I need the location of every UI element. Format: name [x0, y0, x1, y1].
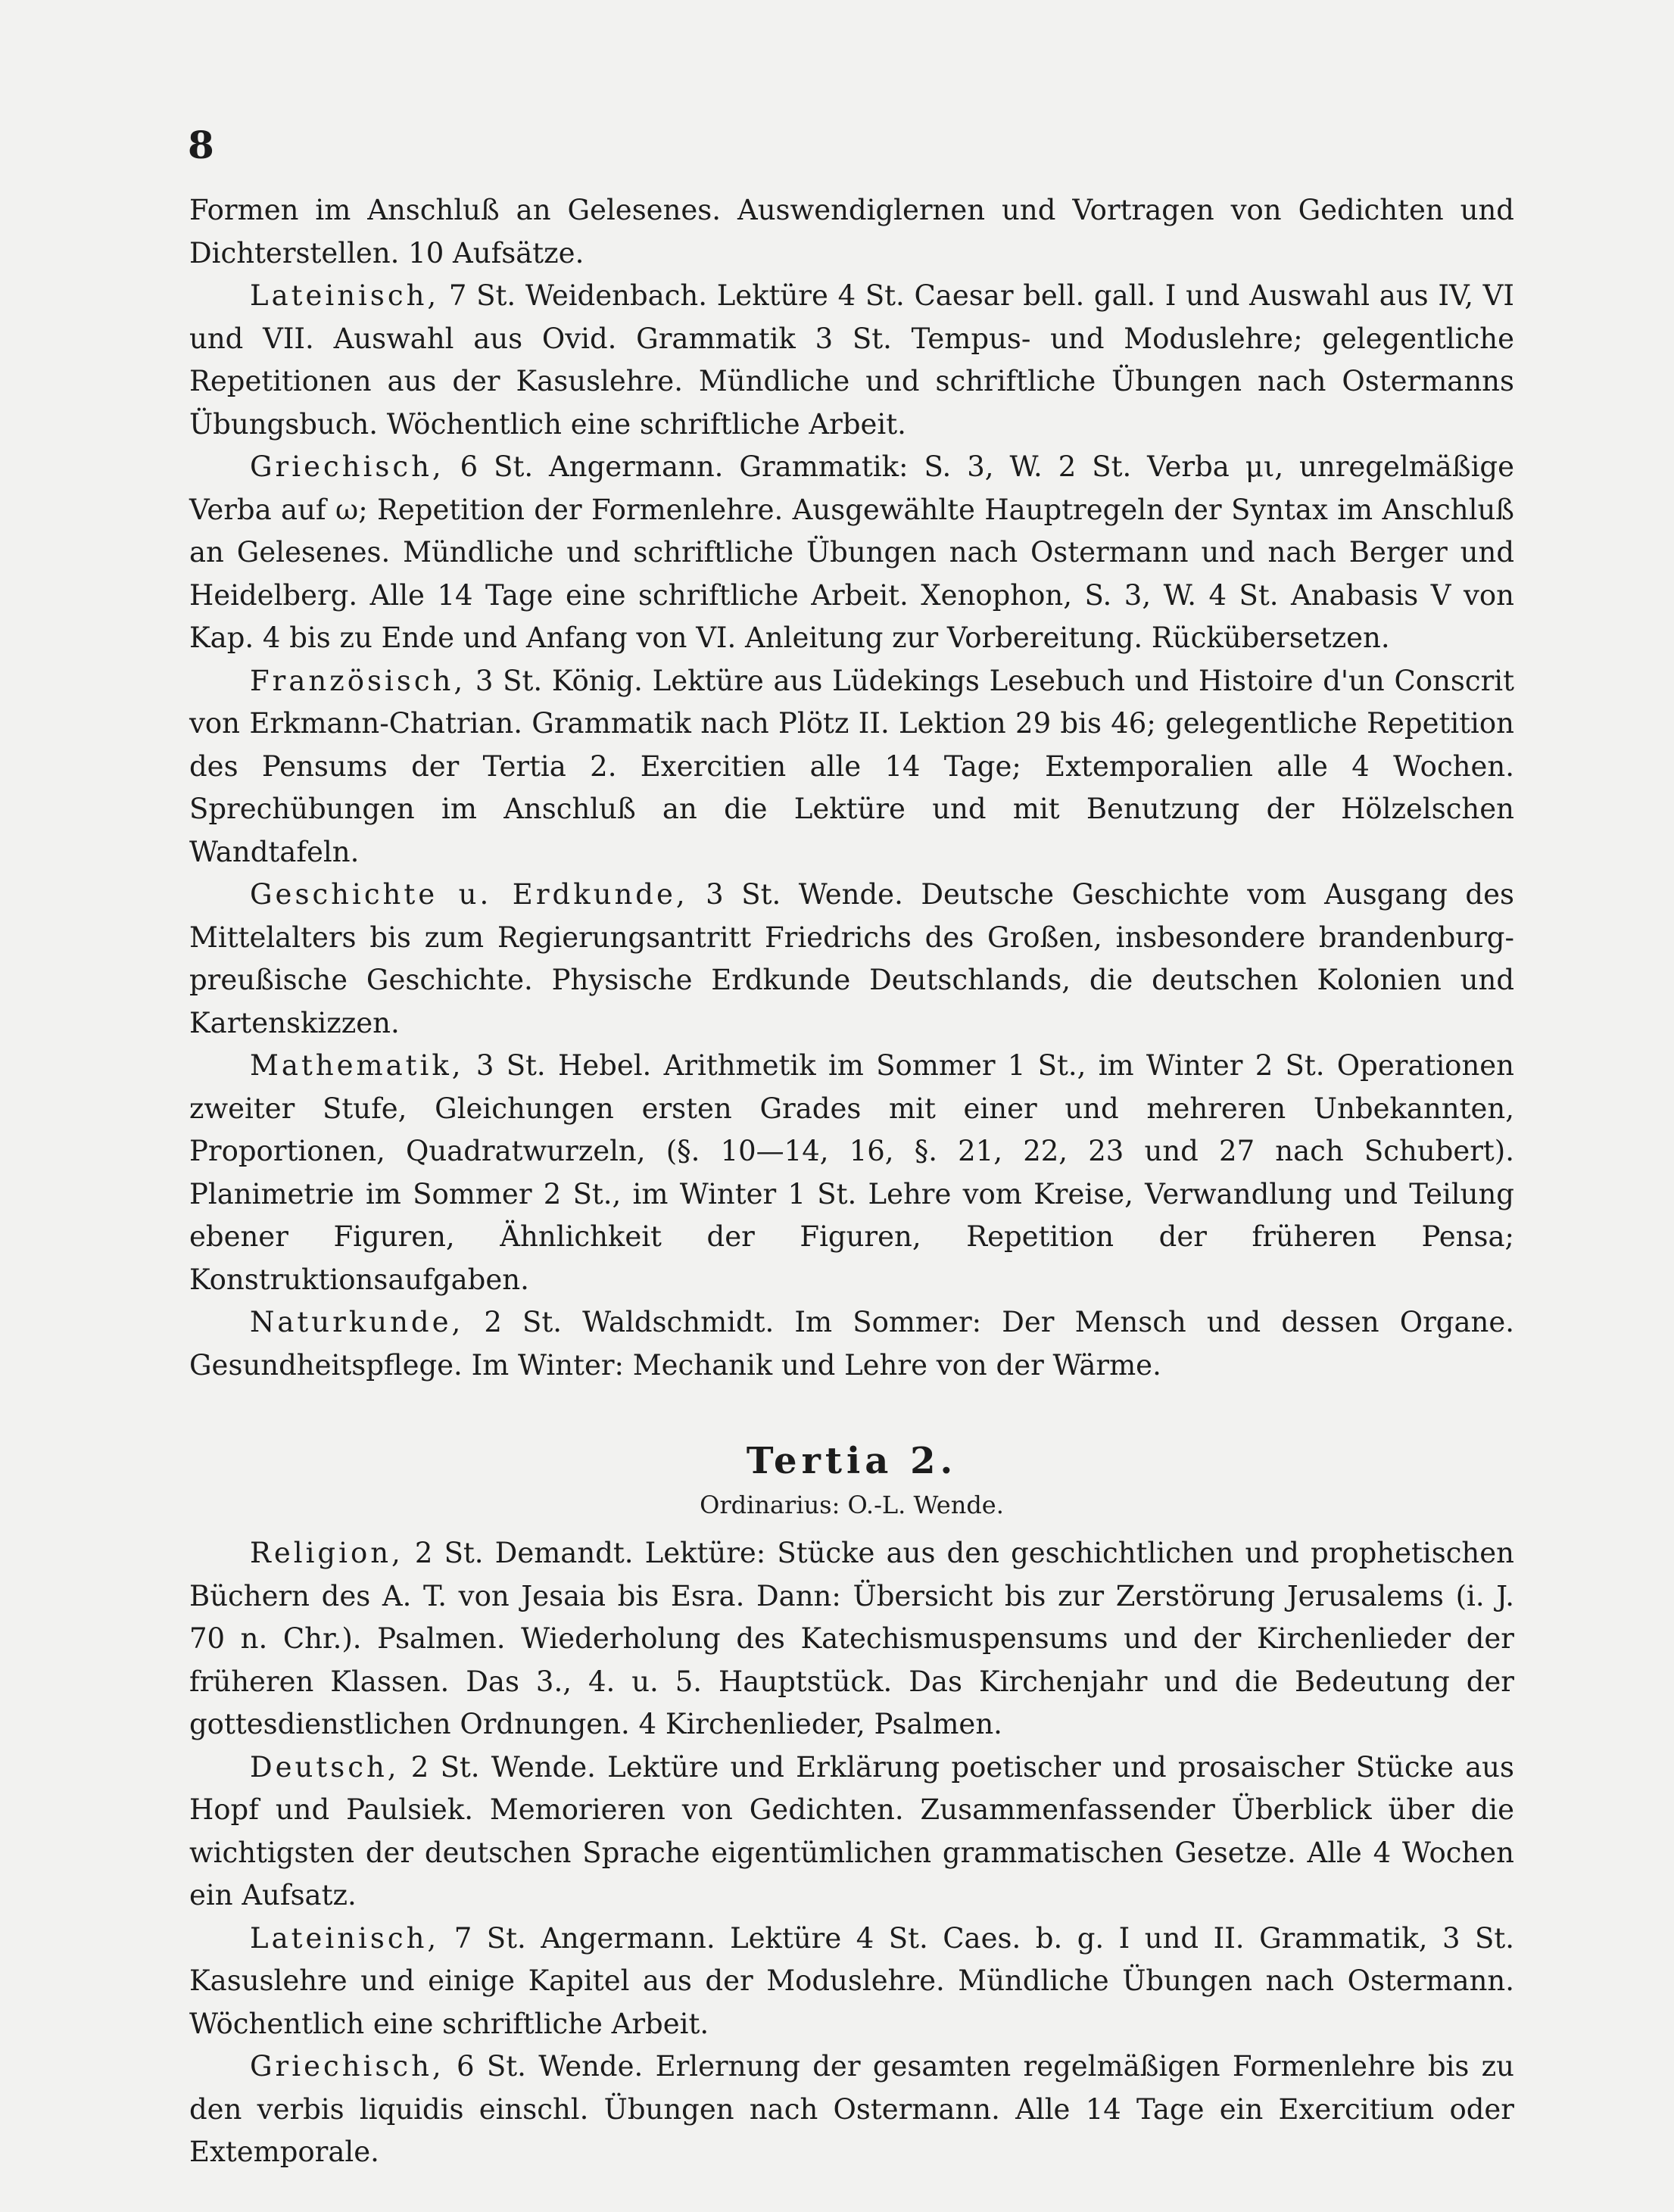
paragraph-greek-lower	[189, 2045, 1514, 2174]
paragraph-history-geography	[189, 874, 1514, 1045]
paragraph-body: 7 St. Angermann. Lektüre 4 St. Caes. b. g. I und II. Grammatik, 3 St. Kasuslehre und einige Kapitel aus der Moduslehre. Mündliche Übungen nach Ostermann. Wöchentlich eine schriftliche Arbeit.	[189, 1921, 1514, 2040]
paragraph-religion	[189, 1532, 1514, 1746]
continuation-paragraph: Formen im Anschluß an Gelesenes. Auswendiglernen und Vortragen von Gedichten und Dichterstellen. 10 Aufsätze.	[189, 194, 1514, 269]
paragraph-body: 3 St. König. Lektüre aus Lüdekings Lesebuch und Histoire d'un Conscrit von Erkmann-Chatrian. Grammatik nach Plötz II. Lektion 29 bis 46; gelegentliche Repetition des Pensums der Tertia 2. Exercitien alle 14 Tage; Extemporalien alle 4 Wochen. Sprechübungen im Anschluß an die Lektüre und mit Benutzung der Hölzelschen Wandtafeln.	[189, 664, 1514, 868]
subject-label: Geschichte u. Erdkunde,	[250, 878, 688, 911]
paragraph-body: 6 St. Wende. Erlernung der gesamten regelmäßigen Formenlehre bis zu den verbis liquidis einschl. Übungen nach Ostermann. Alle 14 Tage ein Exercitium oder Extemporale.	[189, 2050, 1514, 2168]
subject-label: Lateinisch,	[250, 279, 440, 312]
subject-label: Mathematik,	[250, 1049, 464, 1082]
paragraph-mathematics	[189, 1045, 1514, 1301]
paragraph-body: 2 St. Demandt. Lektüre: Stücke aus den geschichtlichen und prophetischen Büchern des A. T. von Jesaia bis Esra. Dann: Übersicht bis zur Zerstörung Jerusalems (i. J. 70 n. Chr.). Psalmen. Wiederholung des Katechismuspensums und der Kirchenlieder der früheren Klassen. Das 3., 4. u. 5. Hauptstück. Das Kirchenjahr und die Bedeutung der gottesdienstlichen Ordnungen. 4 Kirchenlieder, Psalmen.	[189, 1537, 1514, 1740]
paragraph-latin-lower	[189, 1918, 1514, 2046]
paragraph-german	[189, 1746, 1514, 1918]
paragraph-greek-upper	[189, 446, 1514, 660]
section-heading: Tertia 2.	[746, 1440, 958, 1482]
paragraph-latin-upper	[189, 275, 1514, 446]
paragraph-natural-science	[189, 1301, 1514, 1387]
paragraph-french	[189, 660, 1514, 874]
subject-label: Religion,	[250, 1537, 404, 1569]
subject-label: Lateinisch,	[250, 1921, 440, 1955]
paragraph-body: 2 St. Wende. Lektüre und Erklärung poetischer und prosaischer Stücke aus Hopf und Paulsiek. Memorieren von Gedichten. Zusammenfassender Überblick über die wichtigsten der deutschen Sprache eigentümlichen grammatischen Gesetze. Alle 4 Wochen ein Aufsatz.	[189, 1750, 1514, 1911]
paragraph-body: 7 St. Weidenbach. Lektüre 4 St. Caesar bell. gall. I und Auswahl aus IV, VI und VII. Auswahl aus Ovid. Grammatik 3 St. Tempus- und Moduslehre; gelegentliche Repetitionen aus der Kasuslehre. Mündliche und schriftliche Übungen nach Ostermanns Übungsbuch. Wöchentlich eine schriftliche Arbeit.	[189, 279, 1514, 441]
paragraph-body: 3 St. Wende. Deutsche Geschichte vom Ausgang des Mittelalters bis zum Regierungsantritt Friedrichs des Großen, insbesondere brandenburg-preußische Geschichte. Physische Erdkunde Deutschlands, die deutschen Kolonien und Kartenskizzen.	[189, 878, 1514, 1039]
subject-label: Griechisch,	[250, 450, 444, 483]
subject-label: Griechisch,	[250, 2050, 444, 2083]
paragraph-body: 6 St. Angermann. Grammatik: S. 3, W. 2 St. Verba μι, unregelmäßige Verba auf ω; Repetition der Formenlehre. Ausgewählte Hauptregeln der Syntax im Anschluß an Gelesenes. Mündliche und schriftliche Übungen nach Ostermann und nach Berger und Heidelberg. Alle 14 Tage eine schriftliche Arbeit. Xenophon, S. 3, W. 4 St. Anabasis V von Kap. 4 bis zu Ende und Anfang von VI. Anleitung zur Vorbereitung. Rückübersetzen.	[189, 450, 1514, 654]
subject-label: Deutsch,	[250, 1750, 400, 1784]
paragraph-body: 2 St. Waldschmidt. Im Sommer: Der Mensch und dessen Organe. Gesundheitspflege. Im Winter: Mechanik und Lehre von der Wärme.	[189, 1306, 1514, 1382]
text-block	[189, 189, 1514, 2174]
page-number: 8	[188, 123, 214, 167]
paragraph-body: 3 St. Hebel. Arithmetik im Sommer 1 St., im Winter 2 St. Operationen zweiter Stufe, Gleichungen ersten Grades mit einer und mehreren Unbekannten, Proportionen, Quadratwurzeln, (§. 10—14, 16, §. 21, 22, 23 und 27 nach Schubert). Planimetrie im Sommer 2 St., im Winter 1 St. Lehre vom Kreise, Verwandlung und Teilung ebener Figuren, Ähnlichkeit der Figuren, Repetition der früheren Pensa; Konstruktionsaufgaben.	[189, 1049, 1514, 1296]
section-ordinarius: Ordinarius: O.-L. Wende.	[700, 1491, 1004, 1519]
subject-label: Französisch,	[250, 664, 466, 697]
subject-label: Naturkunde,	[250, 1306, 464, 1338]
